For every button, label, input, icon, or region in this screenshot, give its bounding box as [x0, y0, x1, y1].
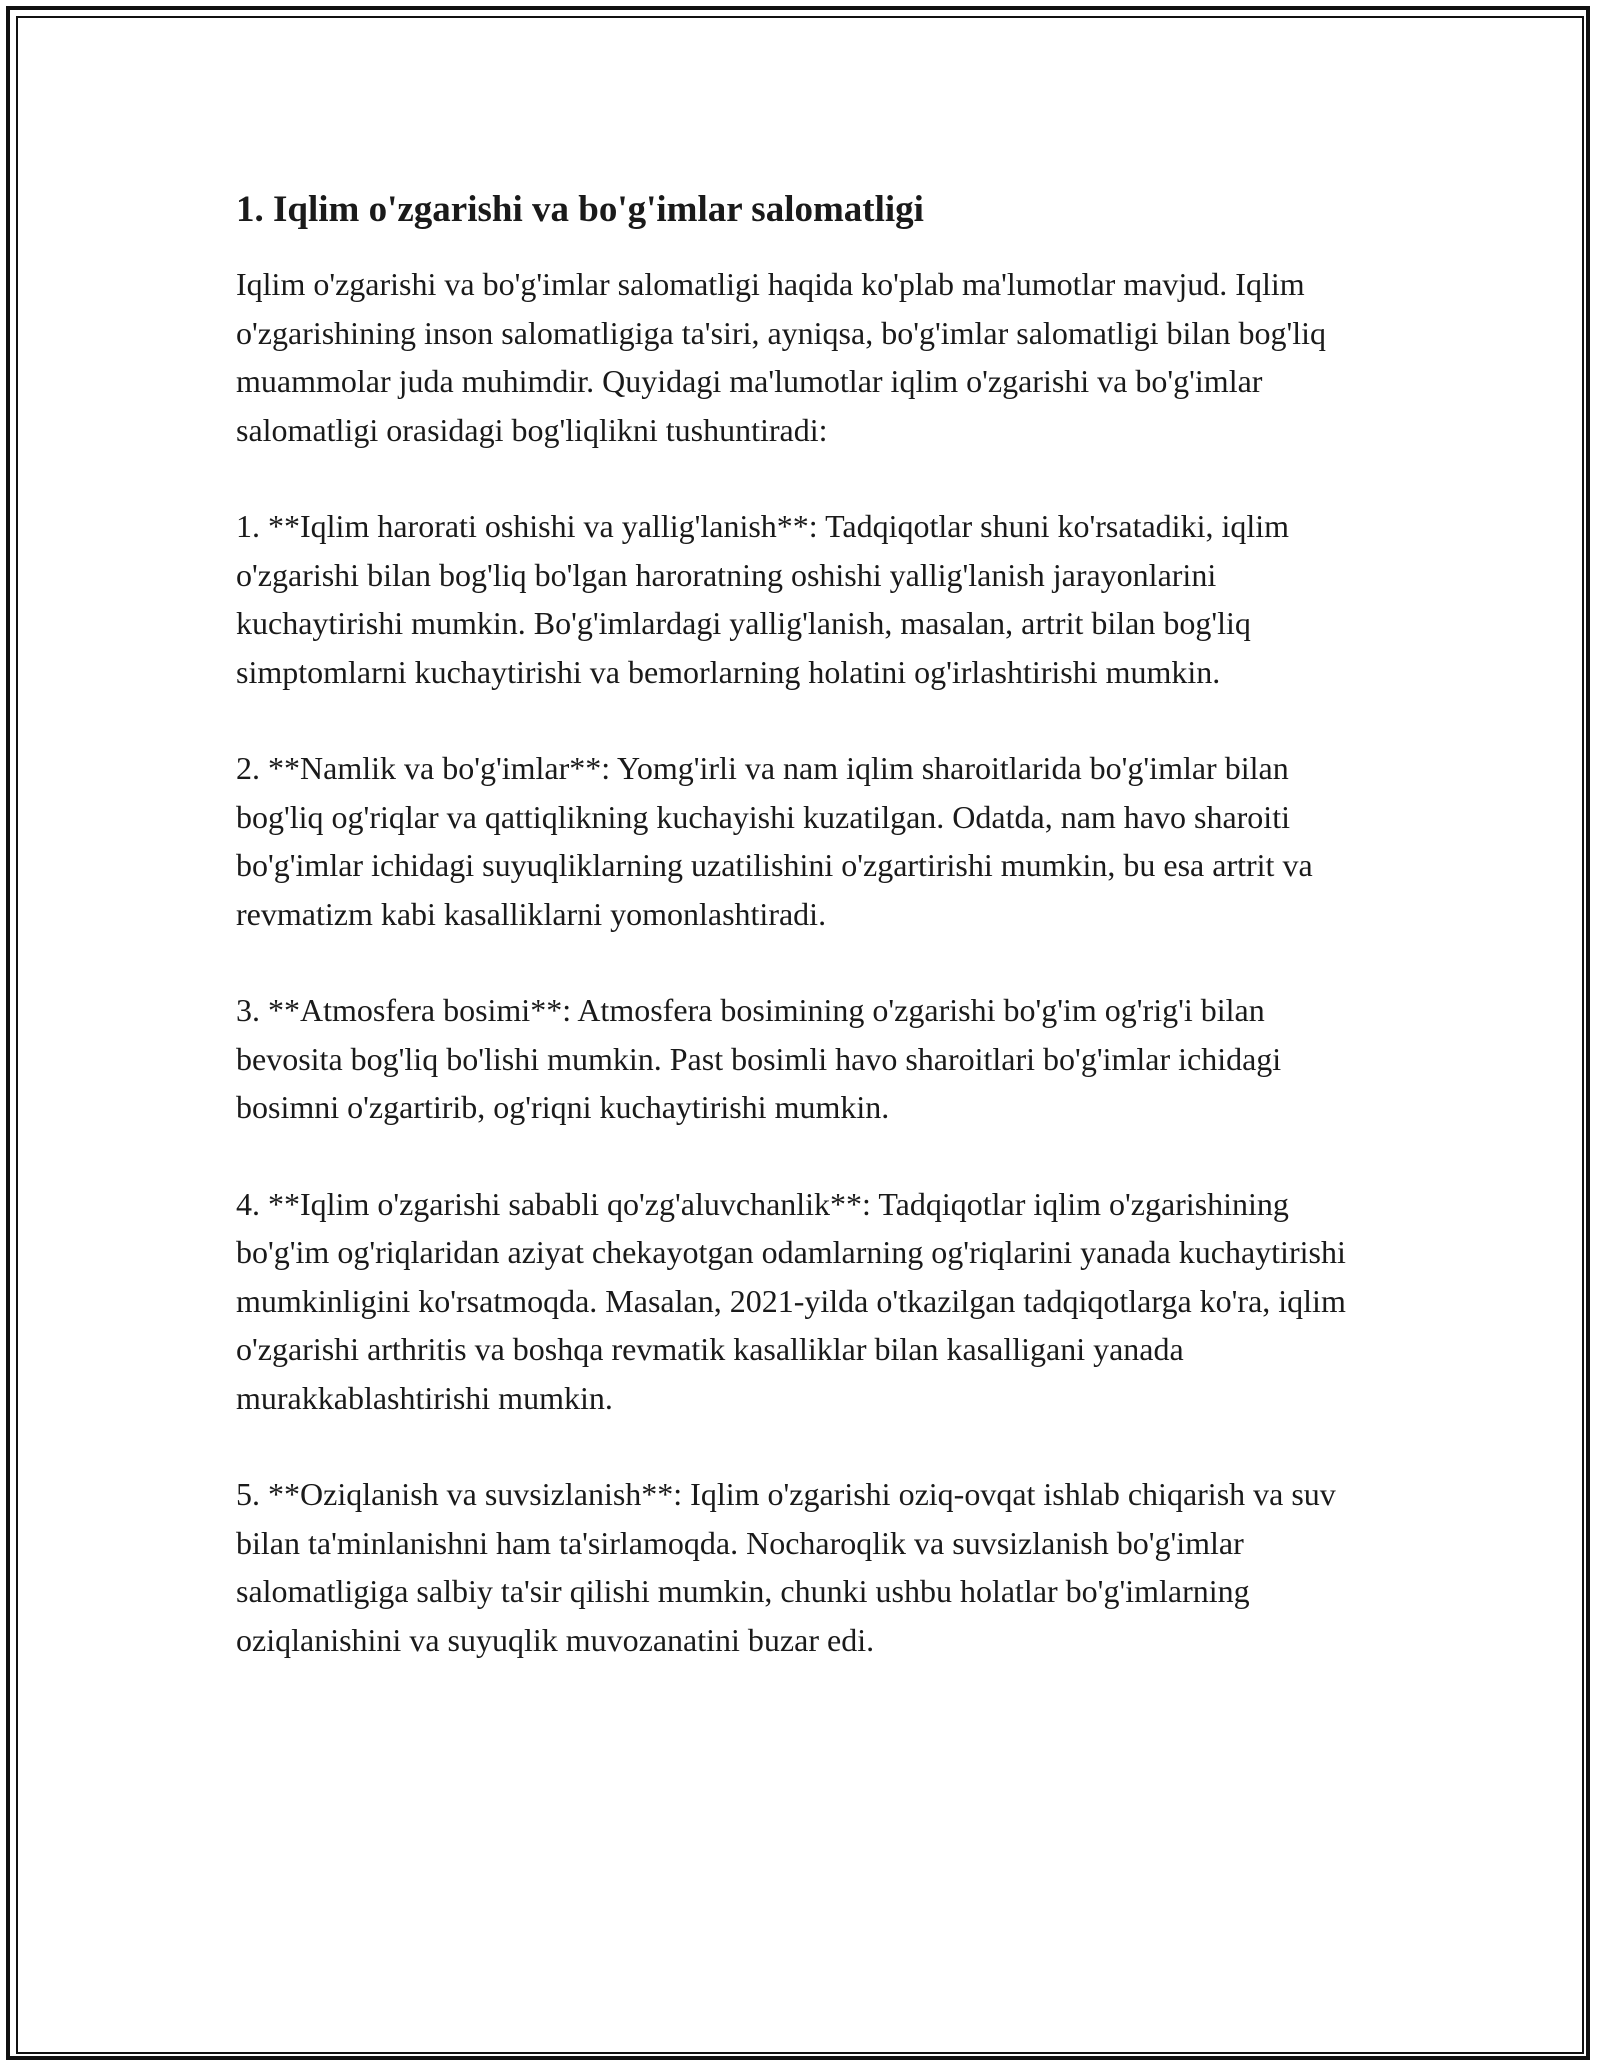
document-body: [236, 186, 1376, 1712]
intro-paragraph: Iqlim o'zgarishi va bo'g'imlar salomatligi haqida ko'plab ma'lumotlar mavjud. Iqlim o'zgarishining inson salomatligiga ta'siri, ayniqsa, bo'g'imlar salomatligi bilan bog'liq muammolar juda muhimdir. Quyidagi ma'lumotlar iqlim o'zgarishi va bo'g'imlar salomatligi orasidagi bog'liqlikni tushuntiradi:: [236, 266, 1326, 448]
list-item: 3. **Atmosfera bosimi**: Atmosfera bosimining o'zgarishi bo'g'im og'rig'i bilan bevosita bog'liq bo'lishi mumkin. Past bosimli havo sharoitlari bo'g'imlar ichidagi bosimni o'zgartirib, og'riqni kuchaytirishi mumkin.: [236, 992, 1282, 1125]
list-item: 1. **Iqlim harorati oshishi va yallig'lanish**: Tadqiqotlar shuni ko'rsatadiki, iqlim o'zgarishi bilan bog'liq bo'lgan haroratning oshishi yallig'lanish jarayonlarini kuchaytirishi mumkin. Bo'g'imlardagi yallig'lanish, masalan, artrit bilan bog'liq simptomlarni kuchaytirishi va bemorlarning holatini og'irlashtirishi mumkin.: [236, 508, 1290, 690]
list-item: 5. **Oziqlanish va suvsizlanish**: Iqlim o'zgarishi oziq-ovqat ishlab chiqarish va suv bilan ta'minlanishni ham ta'sirlamoqda. Nocharoqlik va suvsizlanish bo'g'imlar salomatligiga salbiy ta'sir qilishi mumkin, chunki ushbu holatlar bo'g'imlarning oziqlanishini va suyuqlik muvozanatini buzar edi.: [236, 1476, 1336, 1658]
document-title: 1. Iqlim o'zgarishi va bo'g'imlar salomatligi: [236, 189, 924, 230]
list-item: 4. **Iqlim o'zgarishi sababli qo'zg'aluvchanlik**: Tadqiqotlar iqlim o'zgarishining bo'g'im og'riqlaridan aziyat chekayotgan odamlarning og'riqlarini yanada kuchaytirishi mumkinligini ko'rsatmoqda. Masalan, 2021-yilda o'tkazilgan tadqiqotlarga ko'ra, iqlim o'zgarishi arthritis va boshqa revmatik kasalliklar bilan kasalligani yanada murakkablashtirishi mumkin.: [236, 1185, 1346, 1416]
list-item: 2. **Namlik va bo'g'imlar**: Yomg'irli va nam iqlim sharoitlarida bo'g'imlar bilan bog'liq og'riqlar va qattiqlikning kuchayishi kuzatilgan. Odatda, nam havo sharoiti bo'g'imlar ichidagi suyuqliklarning uzatilishini o'zgartirishi mumkin, bu esa artrit va revmatizm kabi kasalliklarni yomonlashtiradi.: [236, 750, 1313, 932]
